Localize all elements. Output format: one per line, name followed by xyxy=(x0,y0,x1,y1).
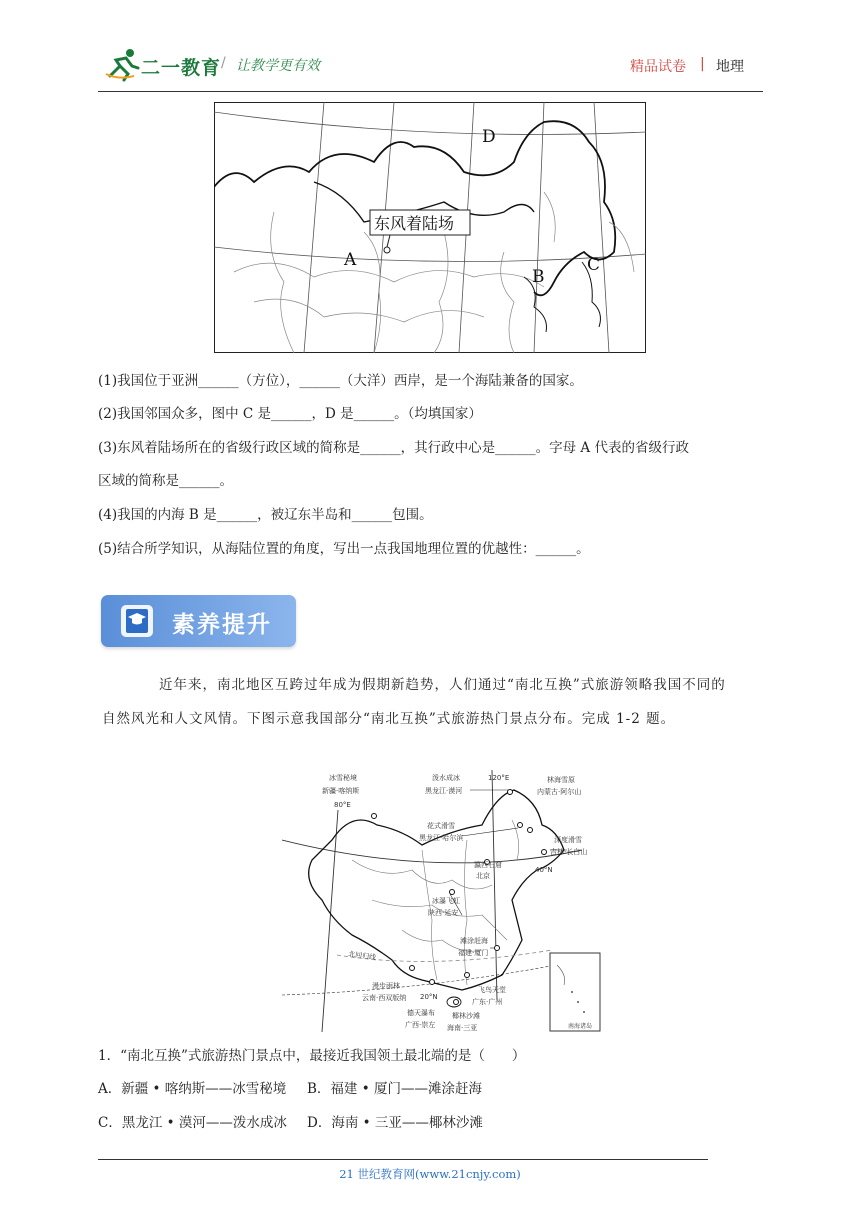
spot-yelin-place: 海南·三亚 xyxy=(447,1024,478,1032)
tourism-spot-map xyxy=(282,770,607,1032)
spot-shendu-place: 吉林·长白山 xyxy=(550,848,588,856)
tropic-label: 北回归线 xyxy=(347,950,377,962)
spot-bingxue-place: 新疆·喀纳斯 xyxy=(322,787,360,795)
header-tag: 精品试卷 xyxy=(630,59,686,75)
header-subject: 地理 xyxy=(716,59,744,75)
mcq-option-b: B．福建 • 厦门——滩涂赶海 xyxy=(307,1081,482,1097)
runner-logo-icon xyxy=(104,46,140,82)
question-5: (5)结合所学知识，从海陆位置的角度，写出一点我国地理位置的优越性：______。 xyxy=(98,541,590,557)
mcq-option-a: A．新疆 • 喀纳斯——冰雪秘境 xyxy=(98,1081,287,1097)
spot-manbu-title: 漫步雨林 xyxy=(372,982,400,990)
city-beijing: 北京 xyxy=(476,872,490,880)
question-4: (4)我国的内海 B 是______，被辽东半岛和______包围。 xyxy=(98,507,433,523)
intro-line-1: 近年来，南北地区互跨过年成为假期新趋势，人们通过“南北互换”式旅游领略我国不同的 xyxy=(159,677,726,693)
spot-detian-title: 德天瀑布 xyxy=(407,1009,435,1017)
spot-poshui-place: 黑龙江·漠河 xyxy=(425,787,463,795)
spot-yelin-title: 椰林沙滩 xyxy=(452,1012,480,1020)
question-2: (2)我国邻国众多，图中 C 是______，D 是______。（均填国家） xyxy=(98,406,482,422)
question-3-cont: 区域的简称是______。 xyxy=(98,473,233,489)
spot-bingpu-title: 冰瀑飞虹 xyxy=(432,897,460,905)
spot-tantu-title: 滩涂赶海 xyxy=(460,937,488,945)
spot-huashi-place: 黑龙江·哈尔滨 xyxy=(419,834,464,842)
question-3: (3)东风着陆场所在的省级行政区域的简称是______，其行政中心是______。字母 A 代表的省级行政 xyxy=(98,440,689,456)
spot-bingxue-title: 冰雪秘境 xyxy=(329,774,357,782)
graduation-book-icon xyxy=(118,602,156,640)
spot-feiniao-title: 飞鸟天堂 xyxy=(478,986,506,994)
callout-dongfeng: 东风着陆场 xyxy=(374,214,455,233)
mcq-option-d: D．海南 • 三亚——椰林沙滩 xyxy=(307,1115,483,1131)
spot-shendu-title: 深度滑雪 xyxy=(554,836,582,844)
spot-manbu-place: 云南·西双版纳 xyxy=(362,994,407,1002)
spot-feiniao-place: 广东·广州 xyxy=(472,998,503,1006)
spot-detian-place: 广西·崇左 xyxy=(405,1021,436,1029)
section-title: 素养提升 xyxy=(172,612,272,638)
header-divider xyxy=(98,91,763,92)
mcq-option-c: C．黑龙江 • 漠河——泼水成冰 xyxy=(98,1115,287,1131)
header-separator: | xyxy=(700,56,705,72)
lat-20n: 20°N xyxy=(420,993,438,1001)
lat-40n: 40°N xyxy=(535,866,553,874)
spot-bingpu-place: 陕西·延安 xyxy=(428,909,459,917)
lon-120e: 120°E xyxy=(488,774,510,782)
brand-logo-text: 二一教育 xyxy=(141,57,222,79)
label-c: C xyxy=(587,255,601,275)
footer-divider xyxy=(98,1159,708,1160)
spot-linhai-place: 内蒙古·阿尔山 xyxy=(537,788,582,796)
footer-text: 21 世纪教育网(www.21cnjy.com) xyxy=(339,1167,521,1181)
spot-linhai-title: 林海雪原 xyxy=(547,776,575,784)
label-b: B xyxy=(532,267,545,287)
question-1: (1)我国位于亚洲______（方位），______（大洋）西岸，是一个海陆兼备的国家。 xyxy=(98,373,583,389)
spot-tantu-place: 福建·厦门 xyxy=(458,949,489,957)
mcq-stem: 1．“南北互换”式旅游热门景点中，最接近我国领土最北端的是（ ） xyxy=(98,1048,526,1064)
brand-slogan: 让教学更有效 xyxy=(236,58,320,74)
china-north-map xyxy=(214,102,646,353)
spot-huashi-title: 花式滑雪 xyxy=(427,822,455,830)
spot-poshui-title: 泼水成冰 xyxy=(432,774,460,782)
lon-80e: 80°E xyxy=(334,801,351,809)
label-a: A xyxy=(344,250,357,270)
intro-line-2: 自然风光和人文风情。下图示意我国部分“南北互换”式旅游热门景点分布。完成 1-2 题。 xyxy=(102,711,676,727)
header-slash: / xyxy=(221,55,226,71)
label-d: D xyxy=(482,127,496,147)
inset-nanhai: 南海诸岛 xyxy=(568,1023,593,1030)
spot-yingxi-title: 瀛西石窟 xyxy=(474,861,502,869)
